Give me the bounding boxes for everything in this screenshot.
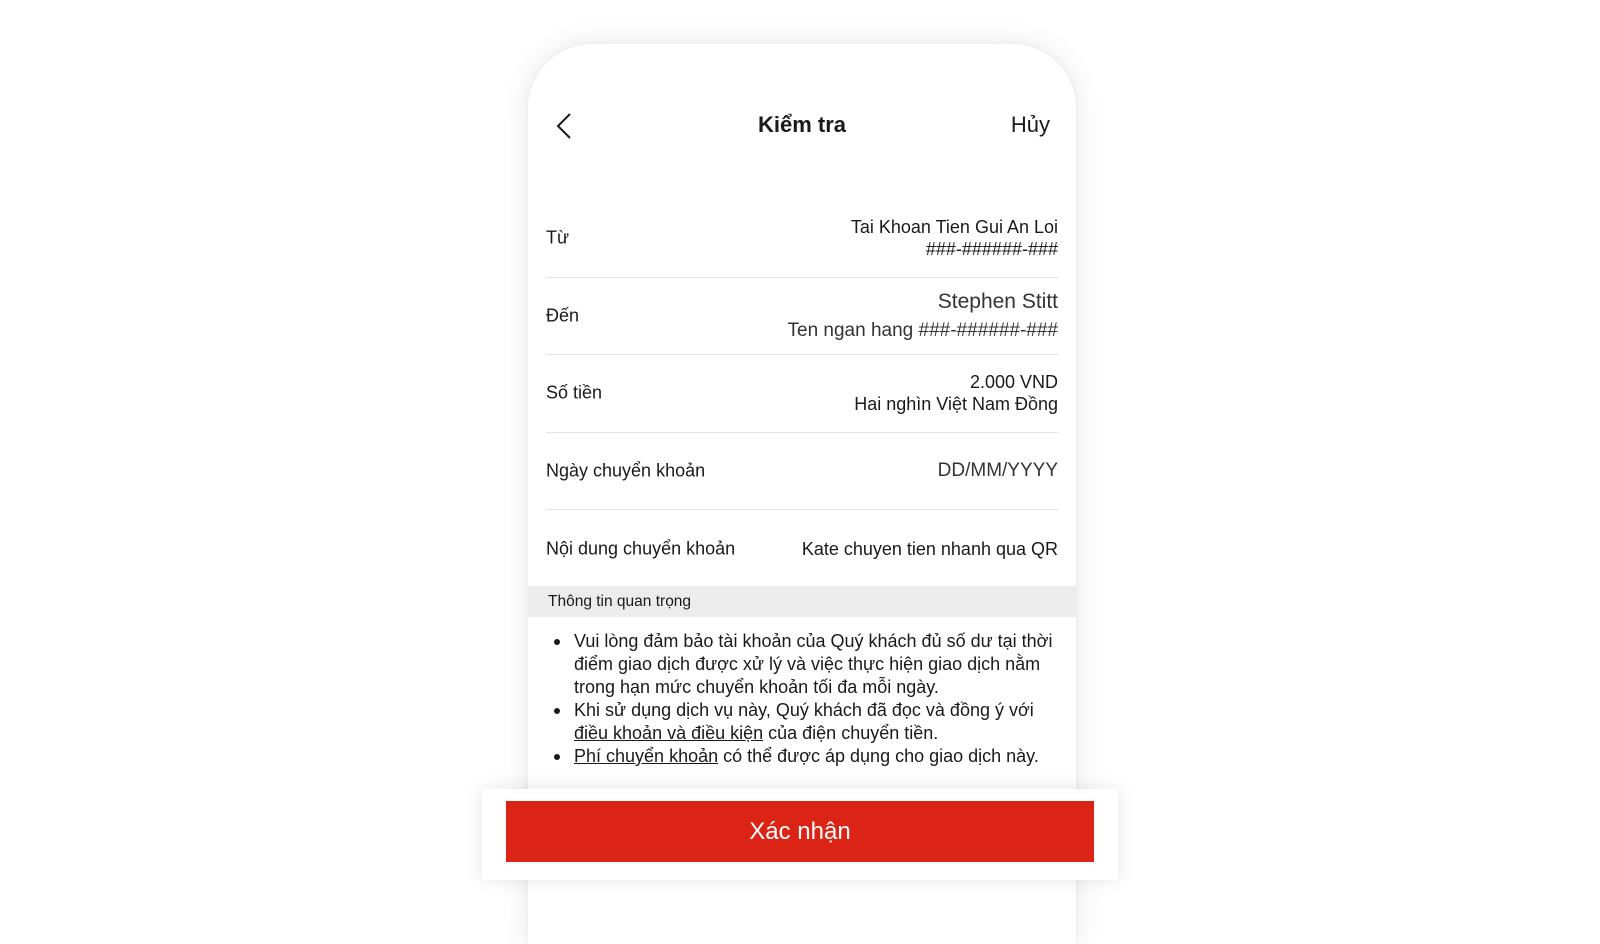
row-amount-value — [854, 371, 1058, 415]
row-to — [546, 278, 1058, 356]
amount-in-words: Hai nghìn Việt Nam Đồng — [854, 394, 1058, 415]
amount-value: 2.000 VND — [969, 372, 1058, 393]
list-item — [550, 745, 1062, 768]
row-from — [546, 200, 1058, 278]
row-amount — [546, 355, 1058, 433]
row-amount-label: Số tiền — [546, 382, 603, 403]
transfer-details — [546, 200, 1058, 588]
row-from-label: Từ — [546, 227, 570, 248]
transfer-fee-link[interactable]: Phí chuyển khoản — [574, 746, 719, 766]
list-item: Vui lòng đảm bảo tài khoản của Quý khách đủ số dư tại thời điểm giao dịch được xử lý và việc thực hiện giao dịch nằm trong hạn mức chuyển khoản tối đa mỗi ngày. — [550, 630, 1062, 699]
list-item — [550, 699, 1062, 745]
from-account-number: ###-######-### — [925, 239, 1058, 260]
bullet2-text-pre: Khi sử dụng dịch vụ này, Quý khách đã đọc và đồng ý với — [574, 700, 1034, 720]
page-title: Kiểm tra — [757, 112, 847, 137]
bullet2-text-post: của điện chuyển tiền. — [763, 723, 939, 743]
row-from-value — [851, 216, 1058, 260]
transfer-date-value: DD/MM/YYYY — [937, 459, 1058, 481]
recipient-name: Stephen Stitt — [937, 289, 1058, 313]
confirm-button[interactable]: Xác nhận — [506, 801, 1094, 862]
terms-conditions-link[interactable]: điều khoản và điều kiện — [574, 723, 764, 743]
transfer-content-value: Kate chuyen tien nhanh qua QR — [801, 538, 1058, 559]
cancel-button[interactable]: Hủy — [1010, 112, 1050, 137]
important-info-list — [550, 630, 1062, 768]
recipient-bank — [788, 317, 1058, 345]
from-account-name: Tai Khoan Tien Gui An Loi — [850, 217, 1058, 238]
row-content — [546, 510, 1058, 588]
footer-bar — [482, 789, 1118, 880]
row-to-label: Đến — [546, 305, 580, 326]
to-account-number: ###-######-### — [918, 319, 1058, 341]
row-date — [546, 433, 1058, 511]
important-info-heading: Thông tin quan trọng — [528, 586, 1076, 617]
row-date-label: Ngày chuyển khoản — [546, 460, 706, 481]
header — [528, 44, 1076, 160]
row-to-value — [788, 287, 1058, 345]
bullet3-text-post: có thể được áp dụng cho giao dịch này. — [718, 746, 1039, 766]
row-content-label: Nội dung chuyển khoản — [546, 538, 736, 559]
bank-name: Ten ngan hang — [787, 319, 914, 341]
